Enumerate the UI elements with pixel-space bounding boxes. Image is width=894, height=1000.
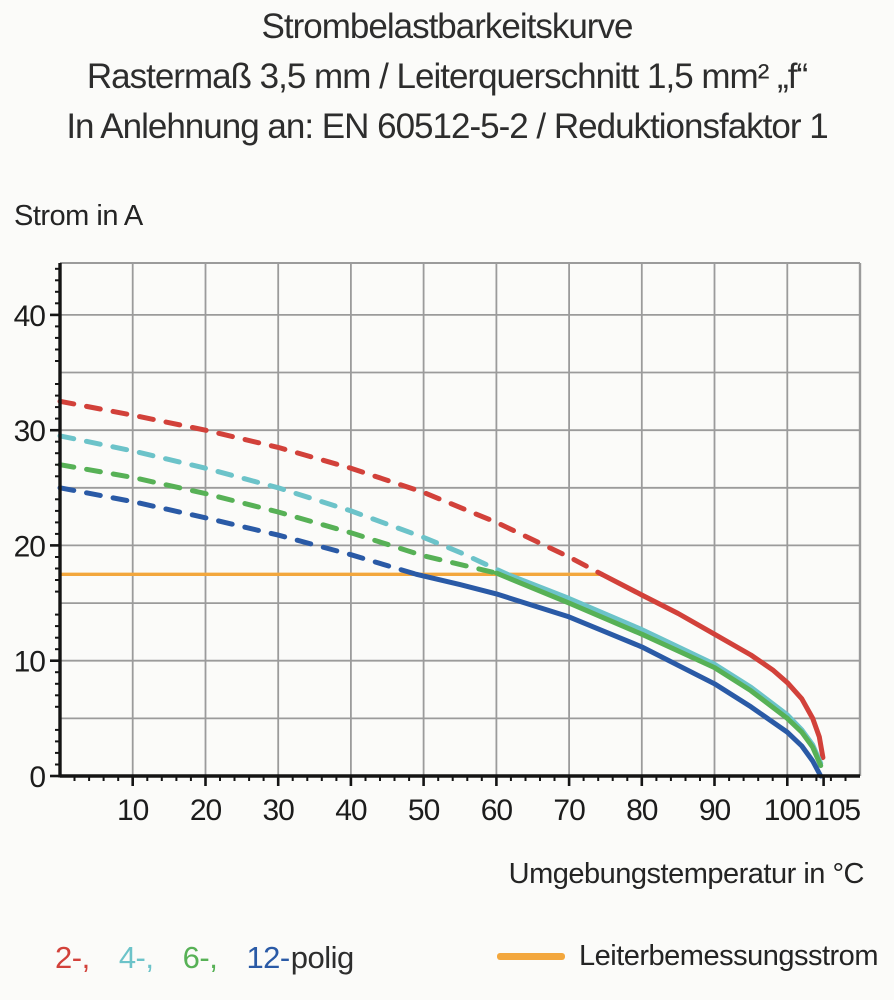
svg-text:10: 10 (117, 794, 149, 827)
svg-text:40: 40 (335, 794, 367, 827)
svg-text:30: 30 (262, 794, 294, 827)
y-axis-title: Strom in A (14, 200, 143, 232)
ticks (50, 269, 846, 786)
svg-text:0: 0 (29, 761, 45, 794)
legend-item-12polig: 12- (246, 940, 290, 975)
rated-current-legend (497, 935, 878, 977)
y-tick-labels (14, 300, 46, 794)
rated-current-swatch-icon (497, 953, 565, 960)
svg-text:10: 10 (13, 645, 45, 679)
svg-text:100: 100 (763, 794, 811, 827)
legend-item-6polig: 6-, (182, 940, 218, 975)
svg-text:80: 80 (626, 794, 658, 827)
svg-text:70: 70 (553, 794, 585, 827)
svg-text:30: 30 (13, 415, 45, 449)
chart-title (0, 2, 894, 152)
x-axis-title: Umgebungstemperatur in °C (508, 858, 864, 890)
svg-text:20: 20 (189, 794, 222, 827)
svg-text:90: 90 (698, 794, 731, 827)
x-tick-labels (117, 794, 860, 827)
legend-item-4polig: 4-, (118, 940, 154, 975)
rated-current-label: Leiterbemessungsstrom (579, 939, 878, 972)
title-line-3: In Anlehnung an: EN 60512-5-2 / Reduktionsfaktor 1 (66, 107, 828, 146)
title-line-1: Strombelastbarkeitskurve (261, 7, 633, 46)
legend-item-2polig: 2-, (55, 940, 90, 975)
title-line-2: Rastermaß 3,5 mm / Leiterquerschnitt 1,5 mm² „f“ (86, 57, 808, 96)
svg-text:60: 60 (480, 794, 513, 827)
svg-text:40: 40 (13, 299, 45, 333)
svg-text:50: 50 (407, 794, 440, 827)
svg-text:20: 20 (13, 530, 45, 564)
pole-legend (55, 940, 354, 976)
current-derating-chart (0, 250, 894, 830)
svg-text:105: 105 (813, 794, 861, 827)
legend-pole-suffix: polig (290, 940, 354, 975)
